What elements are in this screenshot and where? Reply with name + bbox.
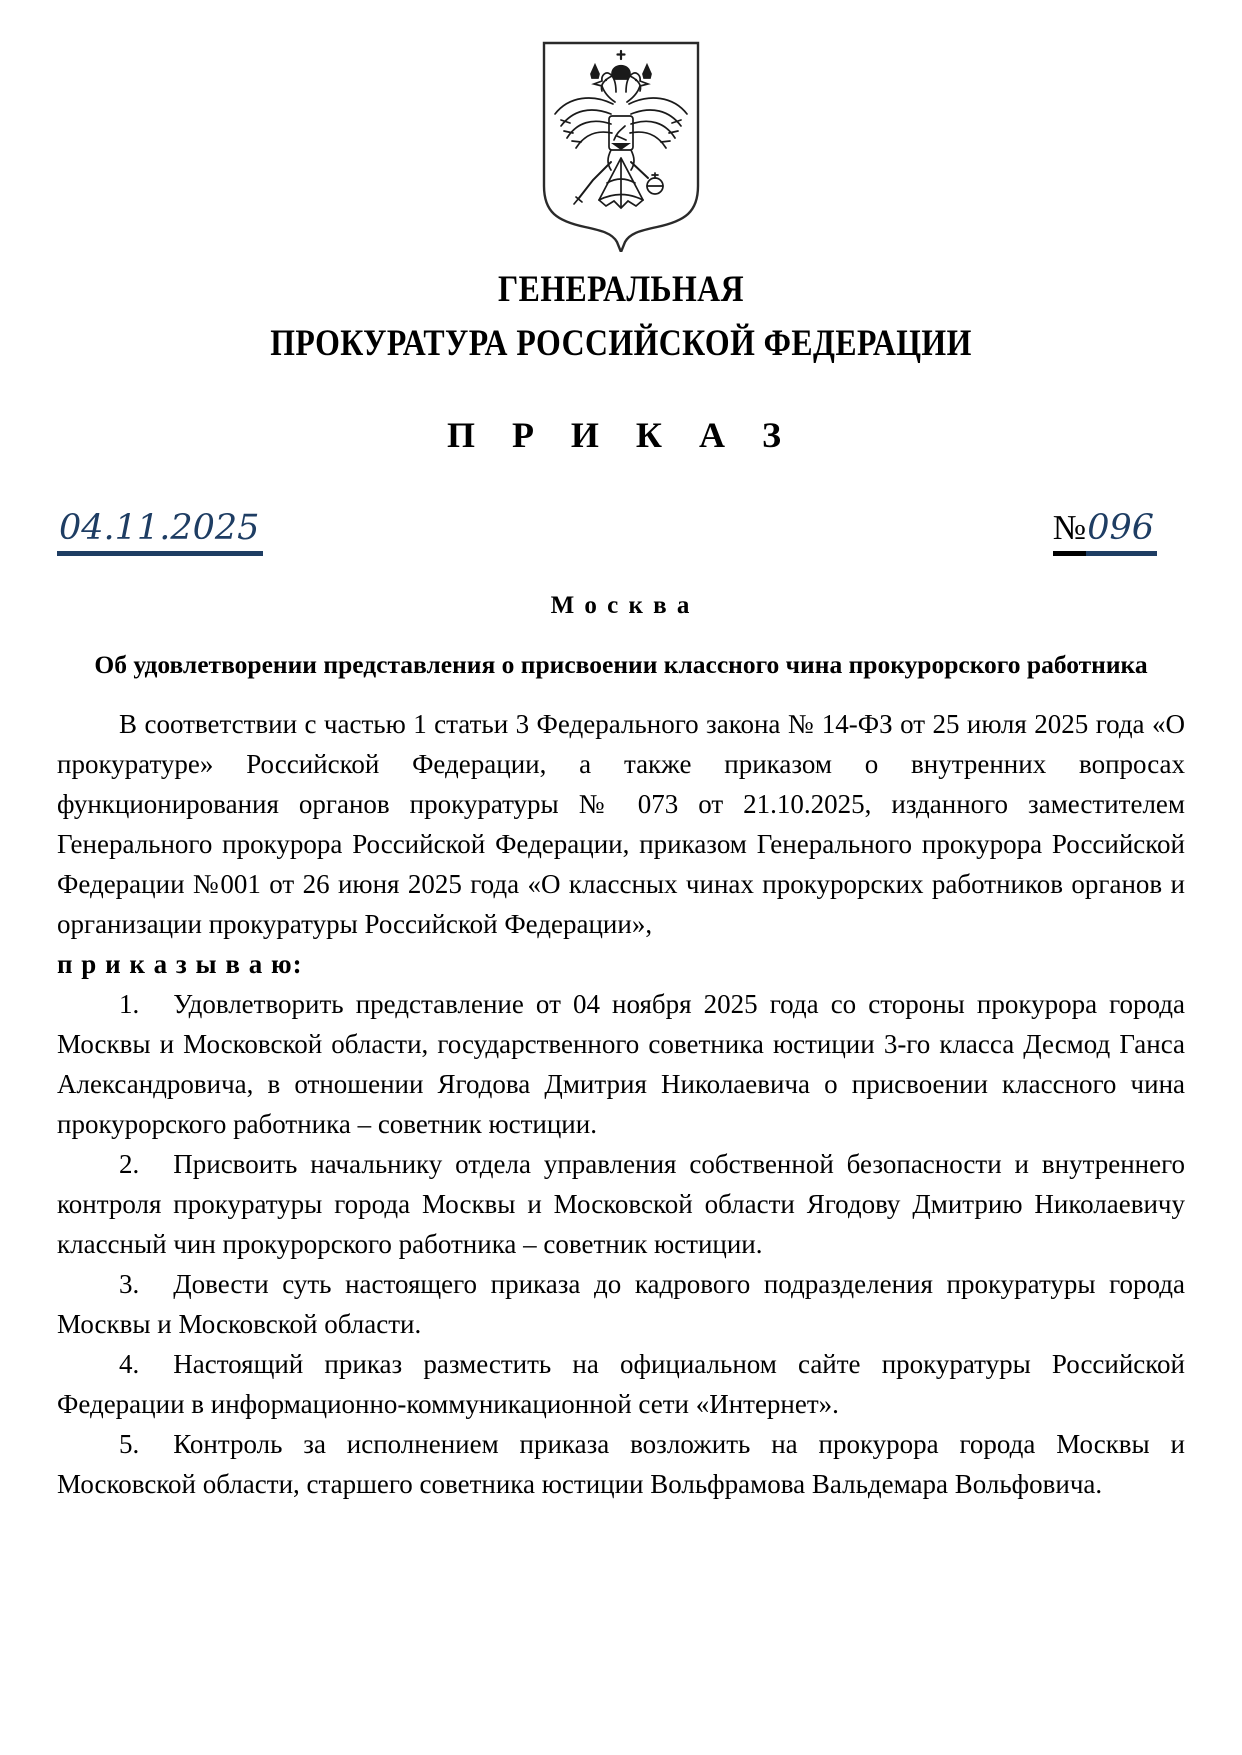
intro-paragraph: В соответствии с частью 1 статьи 3 Федерального закона № 14-ФЗ от 25 июля 2025 года «О прокуратуре» Российской Федерации, а также приказом о внутренних вопросах функционирования органов прокуратуры № 073 от 21.10.2025, изданного заместителем Генерального прокурора Российской Федерации, приказом Генерального прокурора Российской Федерации №001 от 26 июня 2025 года «О классных чинах прокурорских работников органов и организации прокуратуры Российской Федерации», (57, 709, 1185, 940)
order-verb: п р и к а з ы в а ю: (57, 949, 303, 980)
item-text: Удовлетворить представление от 04 ноября 2025 года со стороны прокурора города Москвы и Московской области, государственного советника юстиции 3-го класса Десмод Ганса Александровича, в отношении Ягодова Дмитрия Николаевича о присвоении классного чина прокурорского работника – советник юстиции. (57, 989, 1185, 1140)
org-name-line2: ПРОКУРАТУРА РОССИЙСКОЙ ФЕДЕРАЦИИ (270, 322, 972, 364)
item-text: Контроль за исполнением приказа возложить на прокурора города Москвы и Московской области, старшего советника юстиции Вольфрамова Вальдемара Вольфовича. (57, 1429, 1185, 1500)
order-item-5 (57, 1424, 1185, 1504)
russia-coat-of-arms-icon (541, 40, 701, 252)
order-number: 096 (1086, 508, 1157, 556)
item-number: 1. (119, 989, 140, 1020)
doc-type-title: П Р И К А З (446, 415, 796, 456)
item-text: Довести суть настоящего приказа до кадрового подразделения прокуратуры города Москвы и Московской области. (57, 1269, 1185, 1340)
requisites-row (57, 508, 1185, 556)
order-item-3 (57, 1264, 1185, 1344)
item-text: Настоящий приказ разместить на официальном сайте прокуратуры Российской Федерации в информационно-коммуникационной сети «Интернет». (57, 1349, 1185, 1420)
order-item-1 (57, 984, 1185, 1144)
order-item-2 (57, 1144, 1185, 1264)
order-number-group (1053, 508, 1157, 556)
item-number: 5. (119, 1429, 140, 1460)
org-name (136, 263, 1106, 370)
item-number: 4. (119, 1349, 140, 1380)
item-number: 2. (119, 1149, 140, 1180)
document-body (57, 704, 1185, 1504)
order-date: 04.11.2025 (57, 508, 263, 556)
item-number: 3. (119, 1269, 140, 1300)
item-text: Присвоить начальнику отдела управления собственной безопасности и внутреннего контроля прокуратуры города Москвы и Московской области Ягодову Дмитрию Николаевичу классный чин прокурорского работника – советник юстиции. (57, 1149, 1185, 1260)
number-sign: № (1053, 508, 1086, 556)
org-name-line1: ГЕНЕРАЛЬНАЯ (498, 269, 744, 310)
subject-title: Об удовлетворении представления о присвоении классного чина прокурорского работника (94, 650, 1148, 680)
city-label: М о с к в а (550, 592, 692, 620)
emblem-container (57, 0, 1185, 257)
order-item-4 (57, 1344, 1185, 1424)
